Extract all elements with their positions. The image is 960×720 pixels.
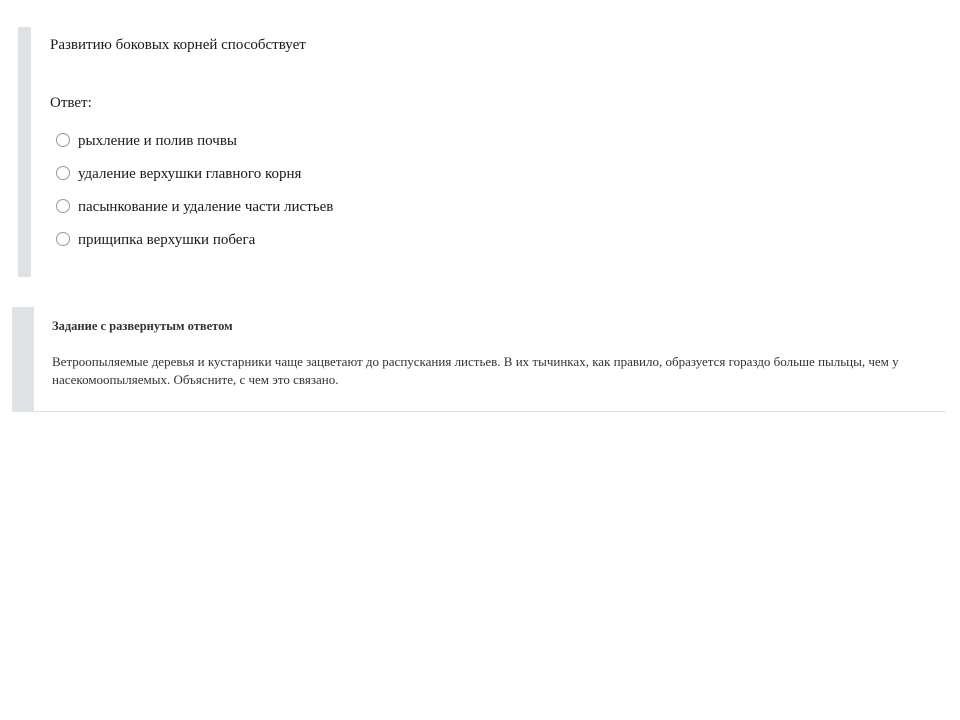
answer-option-1[interactable] (56, 125, 333, 158)
answer-option-4[interactable] (56, 224, 333, 257)
radio-button[interactable] (56, 133, 70, 147)
answer-option-3[interactable] (56, 191, 333, 224)
question-text: Развитию боковых корней способствует (50, 37, 306, 53)
question-side-bar (12, 307, 34, 411)
radio-button[interactable] (56, 166, 70, 180)
question-side-bar (18, 27, 31, 277)
radio-button[interactable] (56, 199, 70, 213)
answer-option-label[interactable]: рыхление и полив почвы (78, 133, 237, 149)
answer-option-label[interactable]: прищипка верхушки побега (78, 232, 256, 248)
question-block-2 (12, 307, 946, 412)
radio-button[interactable] (56, 232, 70, 246)
task-title: Задание с развернутым ответом (52, 319, 233, 333)
answer-option-label[interactable]: пасынкование и удаление части листьев (78, 199, 334, 215)
answer-options (56, 125, 333, 257)
answer-label: Ответ: (50, 95, 92, 111)
question-block-1 (18, 27, 518, 277)
answer-option-2[interactable] (56, 158, 333, 191)
answer-option-label[interactable]: удаление верхушки главного корня (78, 166, 302, 182)
task-text: Ветроопыляемые деревья и кустарники чаще зацветают до распускания листьев. В их тычинках, как правило, образуется гораздо больше пыльцы, чем у насекомоопыляемых. Объясните, с чем это связано. (52, 354, 899, 387)
